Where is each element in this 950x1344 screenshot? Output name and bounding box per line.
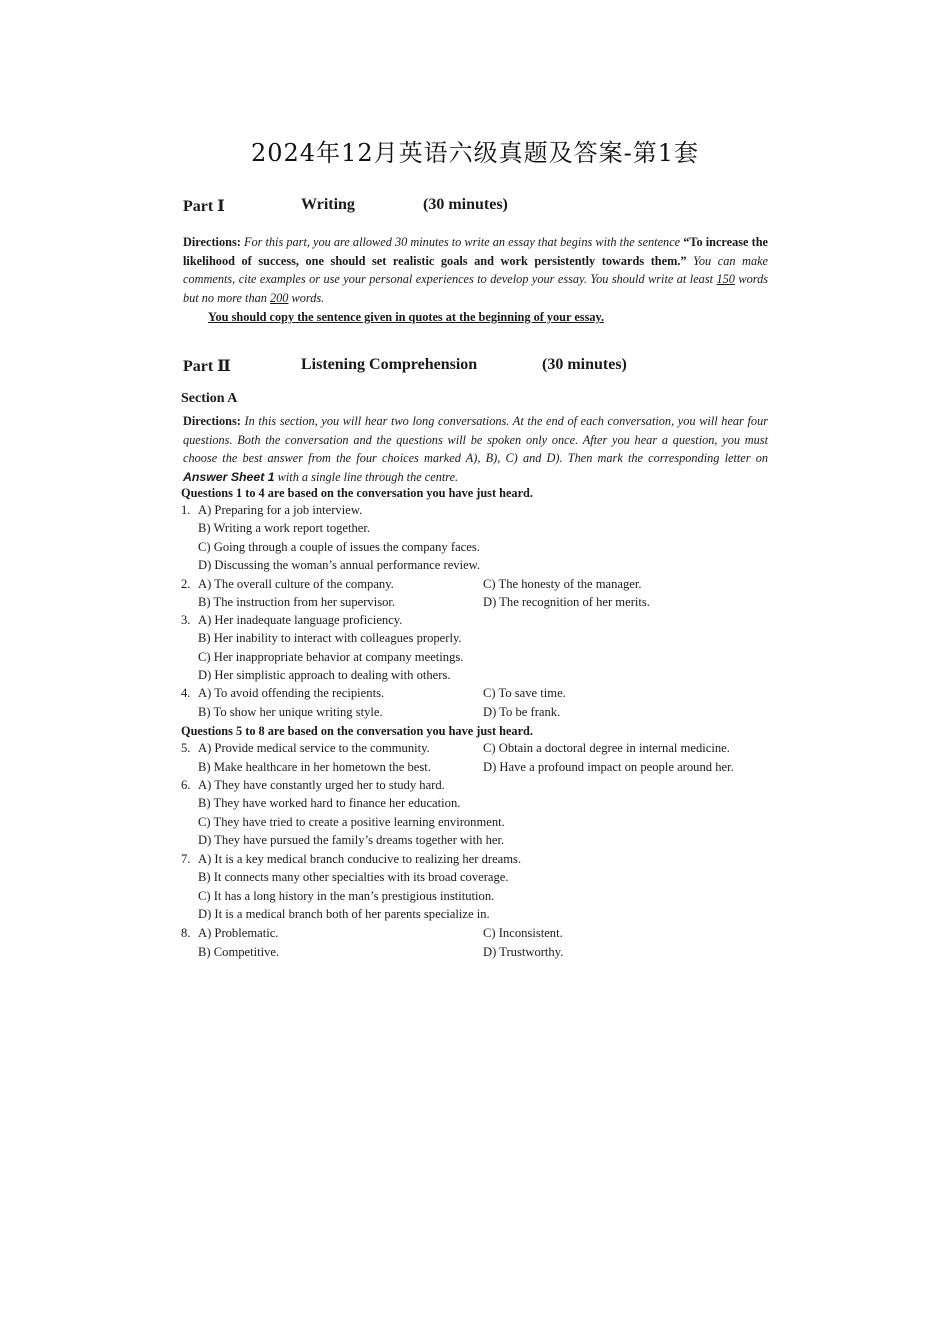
part1-directions-text: For this part, you are allowed 30 minutes to write an essay that begins with the sentence (243, 235, 681, 249)
question-2-number: 2. (181, 577, 191, 591)
question-1-option-b: B) Writing a work report together. (198, 521, 371, 535)
question-7-option-b: B) It connects many other specialties with its broad coverage. (198, 870, 509, 884)
question-4-option-b: B) To show her unique writing style. (198, 705, 383, 719)
question-8-option-a: A) Problematic. (198, 926, 279, 940)
question-3-option-c: C) Her inappropriate behavior at company meetings. (198, 650, 464, 664)
question-7-option-d: D) It is a medical branch both of her parents specialize in. (198, 907, 490, 921)
question-2-option-b: B) The instruction from her supervisor. (198, 595, 396, 609)
part1-directions-text-3: words but no more than (183, 272, 769, 305)
question-7-number: 7. (181, 852, 191, 866)
answer-sheet-label: Answer Sheet 1 (183, 469, 275, 484)
part2-directions-label: Directions: (183, 414, 241, 428)
question-6-option-b: B) They have worked hard to finance her education. (198, 796, 461, 810)
part2-name: Listening Comprehension (301, 356, 478, 373)
question-6-option-c: C) They have tried to create a positive learning environment. (198, 815, 505, 829)
part1-time: (30 minutes) (423, 196, 508, 213)
question-5-option-b: B) Make healthcare in her hometown the best. (198, 760, 431, 774)
questions-1-4-heading: Questions 1 to 4 are based on the conversation you have just heard. (181, 486, 533, 500)
question-8-option-b: B) Competitive. (198, 945, 280, 959)
question-5-option-a: A) Provide medical service to the community. (198, 741, 430, 755)
part2-label: Part Ⅱ (183, 358, 231, 375)
part1-directions (183, 233, 768, 307)
question-4-option-c: C) To save time. (483, 686, 566, 700)
question-8-option-d: D) Trustworthy. (483, 945, 564, 959)
part1-directions-text-2: You can make comments, cite examples or use your personal experiences to develop your essay. You should write at least (183, 253, 769, 286)
question-7-option-c: C) It has a long history in the man’s prestigious institution. (198, 889, 495, 903)
question-1-number: 1. (181, 503, 191, 517)
question-5-option-c: C) Obtain a doctoral degree in internal medicine. (483, 741, 730, 755)
part1-directions-text-4: words. (291, 290, 325, 305)
min-words: 150 (716, 272, 735, 286)
question-8-number: 8. (181, 926, 191, 940)
question-2-option-c: C) The honesty of the manager. (483, 577, 642, 591)
question-6-option-a: A) They have constantly urged her to study hard. (198, 778, 445, 792)
questions-5-8-heading: Questions 5 to 8 are based on the conversation you have just heard. (181, 724, 533, 738)
question-4-number: 4. (181, 686, 191, 700)
max-words: 200 (270, 290, 289, 305)
part1-directions-quote: “To increase the likelihood of success, one should set realistic goals and work persistently towards them.” (183, 235, 769, 268)
question-4-option-d: D) To be frank. (483, 705, 561, 719)
question-3-option-a: A) Her inadequate language proficiency. (198, 613, 403, 627)
question-5-number: 5. (181, 741, 191, 755)
question-6-option-d: D) They have pursued the family’s dreams together with her. (198, 833, 505, 847)
question-3-option-d: D) Her simplistic approach to dealing with others. (198, 668, 451, 682)
part1-label: Part Ⅰ (183, 198, 225, 215)
question-8-option-c: C) Inconsistent. (483, 926, 563, 940)
part1-note: You should copy the sentence given in quotes at the beginning of your essay. (208, 310, 605, 324)
question-3-number: 3. (181, 613, 191, 627)
question-6-number: 6. (181, 778, 191, 792)
question-3-option-b: B) Her inability to interact with colleagues properly. (198, 631, 462, 645)
section-a-heading: Section A (181, 391, 238, 406)
part2-directions-text: In this section, you will hear two long conversations. At the end of each conversation, you will hear four questions. Both the conversation and the questions will be spoken only once. After you hear a question, you must choose the best answer from the four choices marked A), B), C) and D). Then mark the corresponding letter on (183, 414, 768, 465)
question-1-option-c: C) Going through a couple of issues the company faces. (198, 540, 480, 554)
question-7-option-a: A) It is a key medical branch conducive to realizing her dreams. (198, 852, 522, 866)
question-2-option-a: A) The overall culture of the company. (198, 577, 394, 591)
part2-directions (183, 412, 768, 486)
question-5-option-d: D) Have a profound impact on people around her. (483, 760, 734, 774)
part1-directions-label: Directions: (183, 235, 241, 249)
question-1-option-d: D) Discussing the woman’s annual performance review. (198, 558, 481, 572)
part2-directions-text-2: with a single line through the centre. (277, 469, 459, 484)
question-1-option-a: A) Preparing for a job interview. (198, 503, 363, 517)
question-4-option-a: A) To avoid offending the recipients. (198, 686, 385, 700)
page-title: 2024年12月英语六级真题及答案-第1套 (251, 139, 699, 167)
part2-time: (30 minutes) (542, 356, 627, 373)
question-2-option-d: D) The recognition of her merits. (483, 595, 650, 609)
part1-name: Writing (301, 196, 355, 213)
